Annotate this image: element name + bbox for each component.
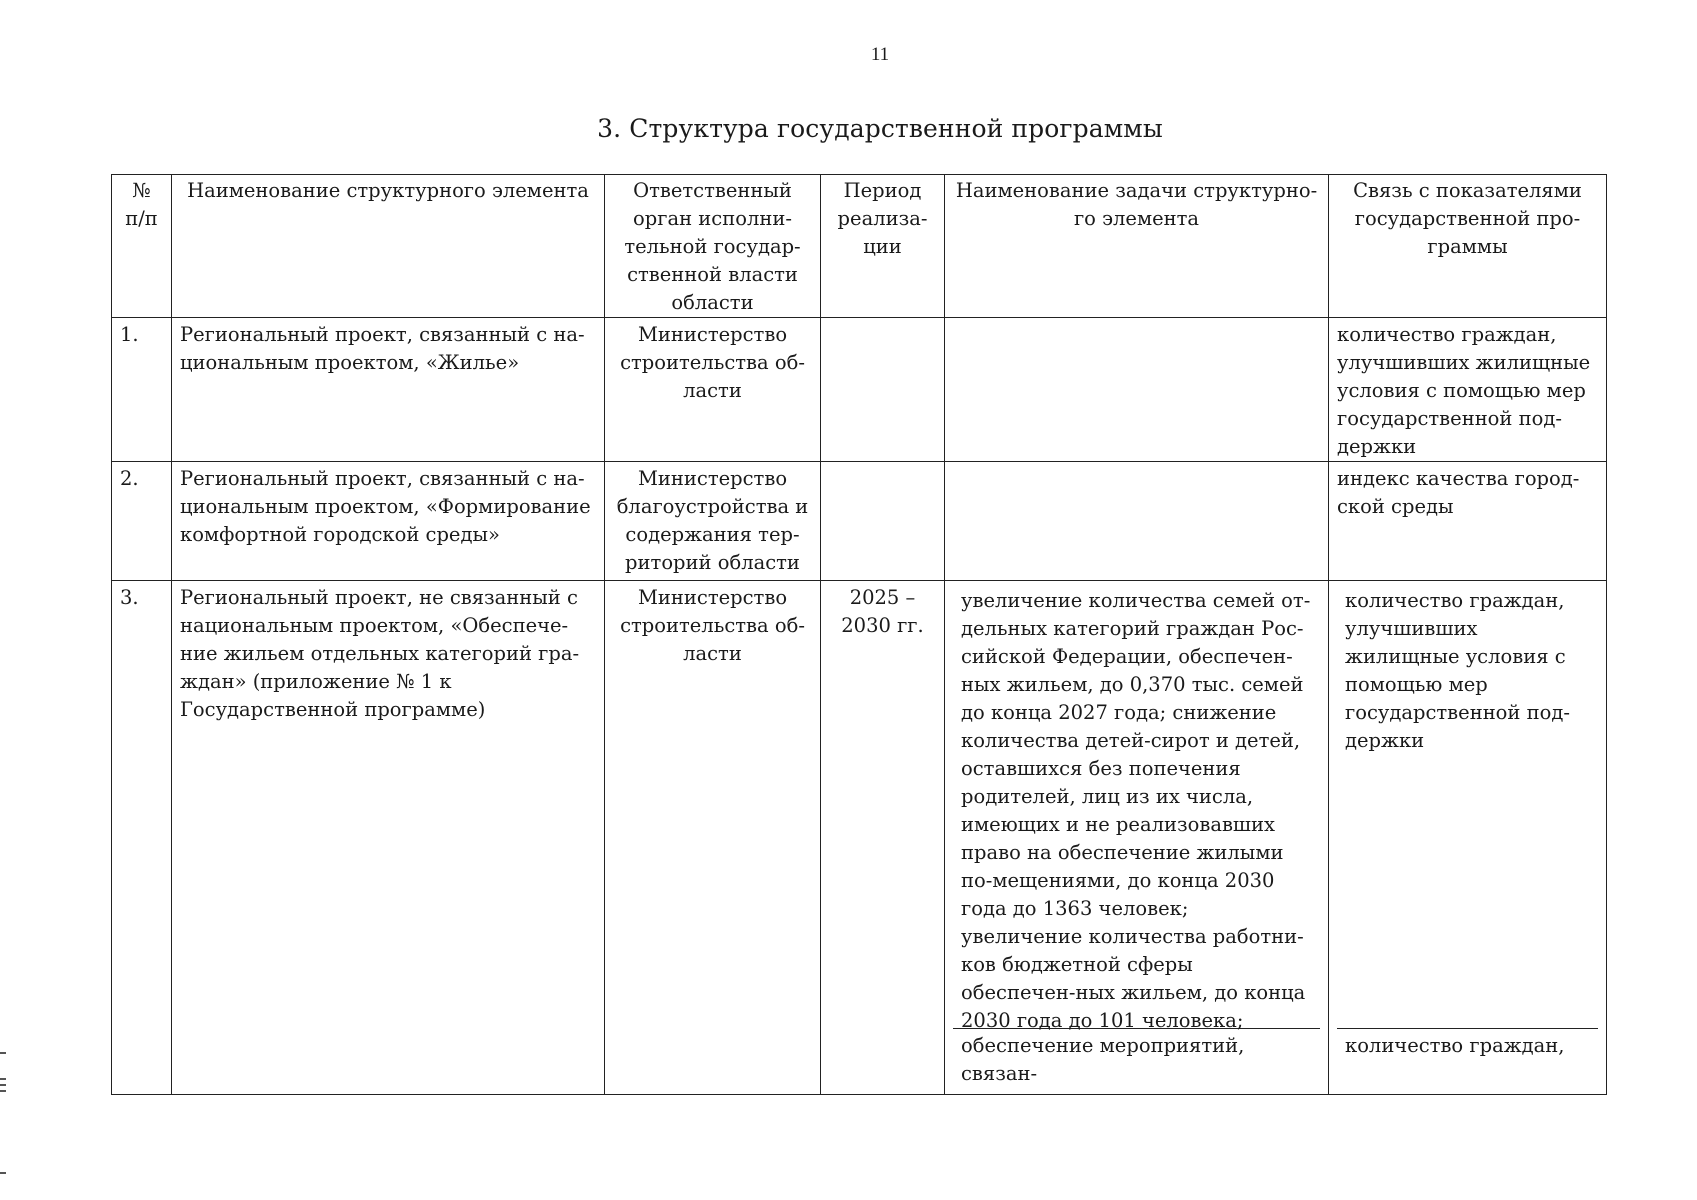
margin-scan-mark	[0, 1084, 6, 1086]
header-task-name: Наименование задачи структурно-го элемента	[945, 175, 1329, 318]
header-element-name: Наименование структурного элемента	[172, 175, 605, 318]
indicators-continued: количество граждан,	[1337, 1028, 1598, 1066]
indicators: индекс качества город-ской среды	[1329, 462, 1607, 581]
element-name: Региональный проект, связанный с на-циональным проектом, «Формирование комфортной городской среды»	[172, 462, 605, 581]
document-title: 3. Структура государственной программы	[597, 114, 1163, 143]
task-name	[945, 462, 1329, 581]
table-header-row	[112, 175, 1607, 318]
row-number: 1.	[112, 318, 172, 462]
indicators: количество граждан, улучшивших жилищные условия с помощью мер государственной под-держки	[1329, 318, 1607, 462]
indicators-cell	[1329, 581, 1607, 1095]
program-structure-table	[111, 174, 1607, 1095]
margin-scan-mark	[0, 1078, 6, 1080]
period	[821, 462, 945, 581]
period: 2025 – 2030 гг.	[821, 581, 945, 1095]
task-name: увеличение количества семей от-дельных категорий граждан Рос-сийской Федерации, обеспечен-ных жильем, до 0,370 тыс. семей до конца 2027 года; снижение количества детей-сирот и детей, оставшихся без попечения родителей, лиц из их числа, имеющих и не реализовавших право на обеспечение жилыми по-мещениями, до конца 2030 года до 1363 человек; увеличение количества работни-ков бюджетной сферы обеспечен-ных жильем, до конца 2030 года до 101 человека;	[961, 589, 1311, 1032]
margin-scan-mark	[0, 1090, 6, 1092]
header-indicators: Связь с показателями государственной про-граммы	[1329, 175, 1607, 318]
row-number: 3.	[112, 581, 172, 1095]
table-row	[112, 581, 1607, 1095]
table-row	[112, 462, 1607, 581]
task-name-cell	[945, 581, 1329, 1095]
header-number: № п/п	[112, 175, 172, 318]
row-number: 2.	[112, 462, 172, 581]
responsible-organ: Министерство благоустройства и содержания тер-риторий области	[605, 462, 821, 581]
task-name	[945, 318, 1329, 462]
table-row	[112, 318, 1607, 462]
indicators: количество граждан, улучшивших жилищные условия с помощью мер государственной под-держки	[1345, 589, 1570, 752]
margin-scan-mark	[0, 1172, 6, 1174]
header-responsible-organ: Ответственный орган исполни-тельной государ-ственной власти области	[605, 175, 821, 318]
element-name: Региональный проект, не связанный с национальным проектом, «Обеспече-ние жильем отдельных категорий гра-ждан» (приложение № 1 к Государственной программе)	[172, 581, 605, 1095]
period	[821, 318, 945, 462]
responsible-organ: Министерство строительства об-ласти	[605, 581, 821, 1095]
header-period: Период реализа-ции	[821, 175, 945, 318]
page-number: 11	[870, 44, 890, 65]
task-name-continued: обеспечение мероприятий, связан-	[953, 1028, 1320, 1094]
margin-scan-mark	[0, 1052, 6, 1054]
element-name: Региональный проект, связанный с на-циональным проектом, «Жилье»	[172, 318, 605, 462]
responsible-organ: Министерство строительства об-ласти	[605, 318, 821, 462]
